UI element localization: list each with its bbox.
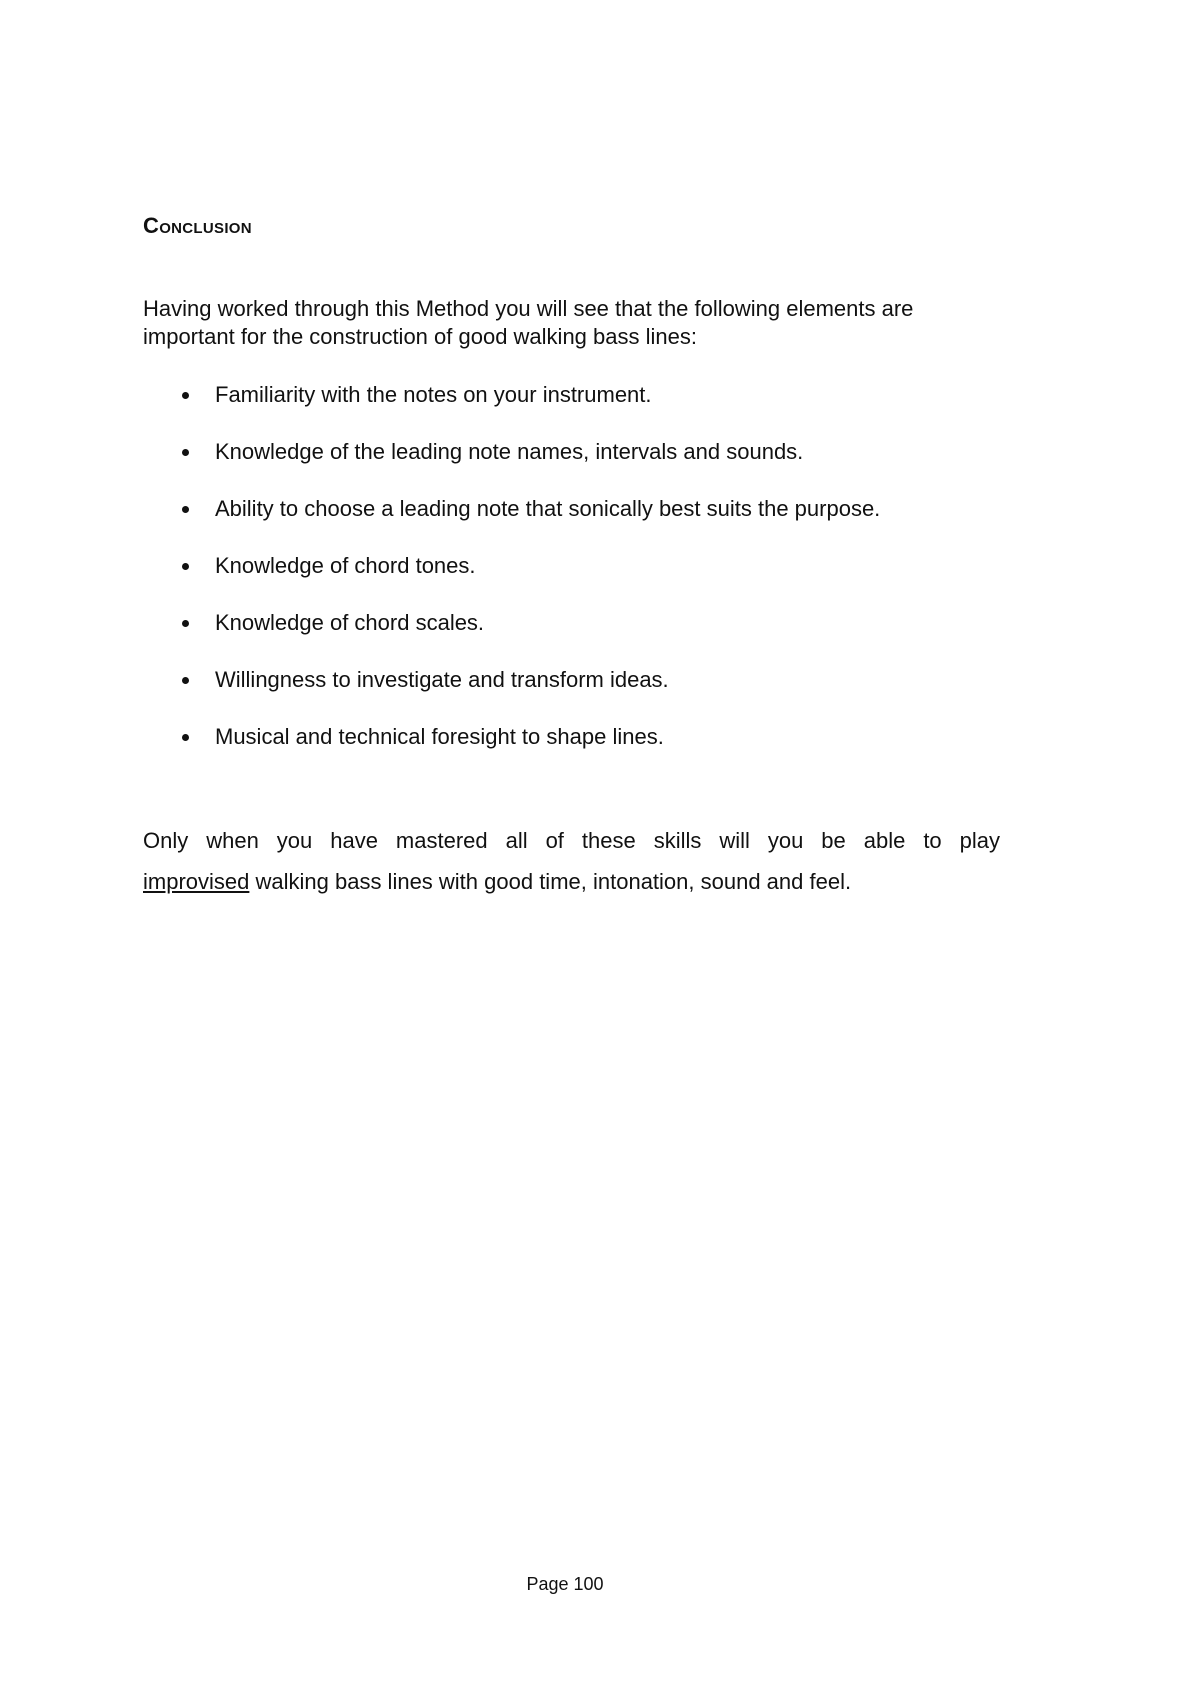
bullet-icon — [182, 620, 189, 627]
intro-paragraph: Having worked through this Method you will see that the following elements are important for the construction of good walking bass lines: — [143, 296, 914, 349]
closing-paragraph — [143, 820, 1000, 902]
bullet-icon — [182, 677, 189, 684]
page-number: Page 100 — [526, 1574, 604, 1594]
elements-list — [143, 381, 1003, 780]
list-item-text: Knowledge of chord tones. — [215, 553, 476, 578]
bullet-icon — [182, 392, 189, 399]
list-item-text: Ability to choose a leading note that sonically best suits the purpose. — [215, 496, 881, 521]
list-item — [143, 666, 1003, 723]
list-item — [143, 552, 1003, 609]
list-item — [143, 438, 1003, 495]
closing-rest: walking bass lines with good time, intonation, sound and feel. — [249, 869, 852, 894]
bullet-icon — [182, 563, 189, 570]
closing-line-2 — [143, 861, 1000, 902]
closing-line-1: Only when you have mastered all of these skills will you be able to play — [143, 828, 1000, 853]
bullet-icon — [182, 734, 189, 741]
list-item — [143, 495, 1003, 552]
list-item-text: Musical and technical foresight to shape lines. — [215, 724, 664, 749]
underlined-term: improvised — [143, 869, 250, 894]
bullet-icon — [182, 506, 189, 513]
list-item-text: Willingness to investigate and transform ideas. — [215, 667, 669, 692]
list-item — [143, 723, 1003, 780]
section-heading: Conclusion — [143, 213, 252, 238]
list-item-text: Knowledge of chord scales. — [215, 610, 485, 635]
list-item — [143, 381, 1003, 438]
bullet-icon — [182, 449, 189, 456]
list-item-text: Familiarity with the notes on your instrument. — [215, 382, 652, 407]
list-item — [143, 609, 1003, 666]
list-item-text: Knowledge of the leading note names, intervals and sounds. — [215, 439, 804, 464]
